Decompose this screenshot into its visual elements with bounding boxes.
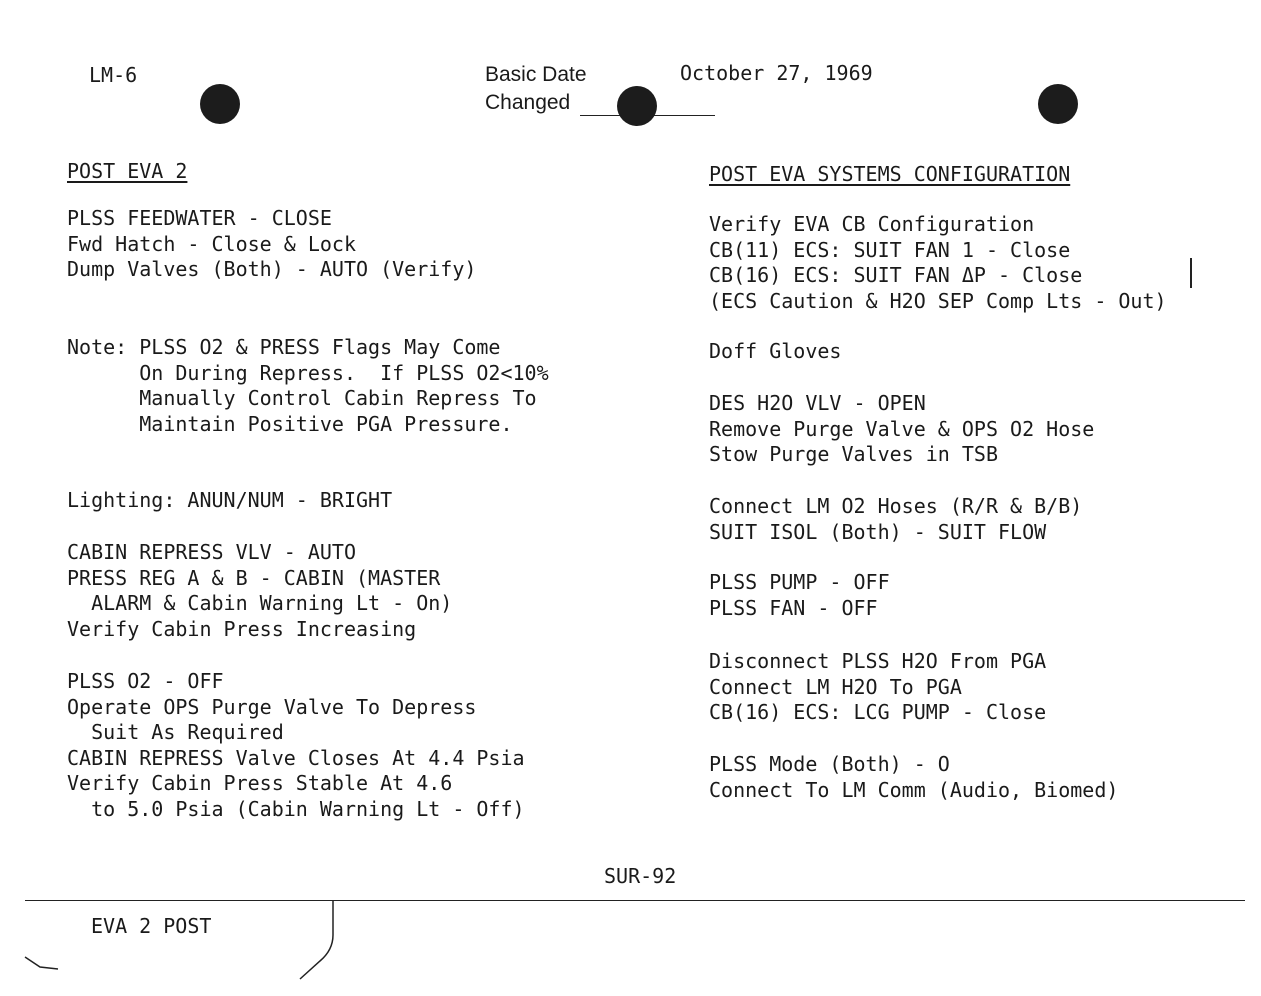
procedure-line: PLSS O2 - OFF: [67, 669, 224, 693]
left-group-4: [67, 540, 452, 642]
left-group-1: [67, 206, 476, 283]
right-group-6: [709, 649, 1046, 726]
page-number: SUR-92: [604, 864, 677, 888]
procedure-line: Operate OPS Purge Valve To Depress: [67, 694, 477, 719]
procedure-line: CB(11) ECS: SUIT FAN 1 - Close: [709, 237, 1071, 262]
procedure-line: CB(16) ECS: SUIT FAN ΔP - Close: [709, 263, 1083, 288]
basic-date-label: Basic Date: [485, 63, 587, 86]
tab-outline: [0, 895, 360, 996]
binder-hole-left: [200, 84, 240, 124]
change-bar: [1190, 258, 1192, 288]
procedure-line: Suit As Required: [67, 720, 284, 745]
procedure-line: Lighting: ANUN/NUM - BRIGHT: [67, 488, 393, 512]
procedure-line: PLSS FAN - OFF: [709, 595, 878, 620]
procedure-line: Connect To LM Comm (Audio, Biomed): [709, 777, 1119, 802]
procedure-line: SUIT ISOL (Both) - SUIT FLOW: [709, 519, 1047, 544]
right-group-3: [709, 391, 1094, 468]
procedure-line: Fwd Hatch - Close & Lock: [67, 231, 356, 256]
right-group-7: [709, 752, 1118, 803]
binder-hole-right: [1038, 84, 1078, 124]
procedure-line: Verify Cabin Press Increasing: [67, 616, 417, 641]
note-line: Manually Control Cabin Repress To: [67, 386, 537, 411]
procedure-line: (ECS Caution & H2O SEP Comp Lts - Out): [709, 288, 1167, 313]
procedure-line: DES H2O VLV - OPEN: [709, 391, 926, 415]
right-group-1: [709, 212, 1167, 314]
left-section-title: POST EVA 2: [67, 159, 188, 183]
right-section-title: POST EVA SYSTEMS CONFIGURATION: [709, 162, 1071, 186]
procedure-line: Dump Valves (Both) - AUTO (Verify): [67, 257, 477, 282]
note-line: Maintain Positive PGA Pressure.: [67, 411, 513, 436]
changed-label: Changed: [485, 91, 571, 114]
tab-label: EVA 2 POST: [91, 914, 212, 938]
procedure-line: to 5.0 Psia (Cabin Warning Lt - Off): [67, 796, 525, 821]
tab-edge-left: [25, 957, 58, 969]
right-group-4: [709, 494, 1082, 545]
procedure-line: PLSS FEEDWATER - CLOSE: [67, 206, 332, 230]
note-line: On During Repress. If PLSS O2<10%: [67, 360, 549, 385]
procedure-line: Disconnect PLSS H2O From PGA: [709, 649, 1047, 673]
procedure-line: PLSS PUMP - OFF: [709, 570, 890, 594]
right-group-5: [709, 570, 890, 621]
procedure-line: Doff Gloves: [709, 339, 842, 363]
procedure-line: CABIN REPRESS Valve Closes At 4.4 Psia: [67, 745, 525, 770]
procedure-line: Remove Purge Valve & OPS O2 Hose: [709, 416, 1095, 441]
basic-date-value: October 27, 1969: [680, 61, 873, 85]
procedure-line: PLSS Mode (Both) - O: [709, 752, 950, 776]
procedure-line: Stow Purge Valves in TSB: [709, 442, 998, 467]
vehicle-id: LM-6: [89, 63, 138, 87]
procedure-line: Connect LM H2O To PGA: [709, 674, 962, 699]
procedure-line: Connect LM O2 Hoses (R/R & B/B): [709, 494, 1083, 518]
left-group-5: [67, 669, 525, 823]
note-line: Note: PLSS O2 & PRESS Flags May Come: [67, 335, 501, 359]
right-group-2: [709, 339, 841, 365]
procedure-line: CABIN REPRESS VLV - AUTO: [67, 540, 356, 564]
left-group-3: [67, 488, 392, 514]
left-note: [67, 335, 549, 437]
procedure-line: CB(16) ECS: LCG PUMP - Close: [709, 700, 1047, 725]
tab-edge-right: [300, 901, 333, 979]
procedure-line: Verify EVA CB Configuration: [709, 212, 1035, 236]
procedure-line: Verify Cabin Press Stable At 4.6: [67, 771, 453, 796]
binder-hole-center: [617, 86, 657, 126]
procedure-line: PRESS REG A & B - CABIN (MASTER: [67, 565, 441, 590]
procedure-line: ALARM & Cabin Warning Lt - On): [67, 591, 453, 616]
